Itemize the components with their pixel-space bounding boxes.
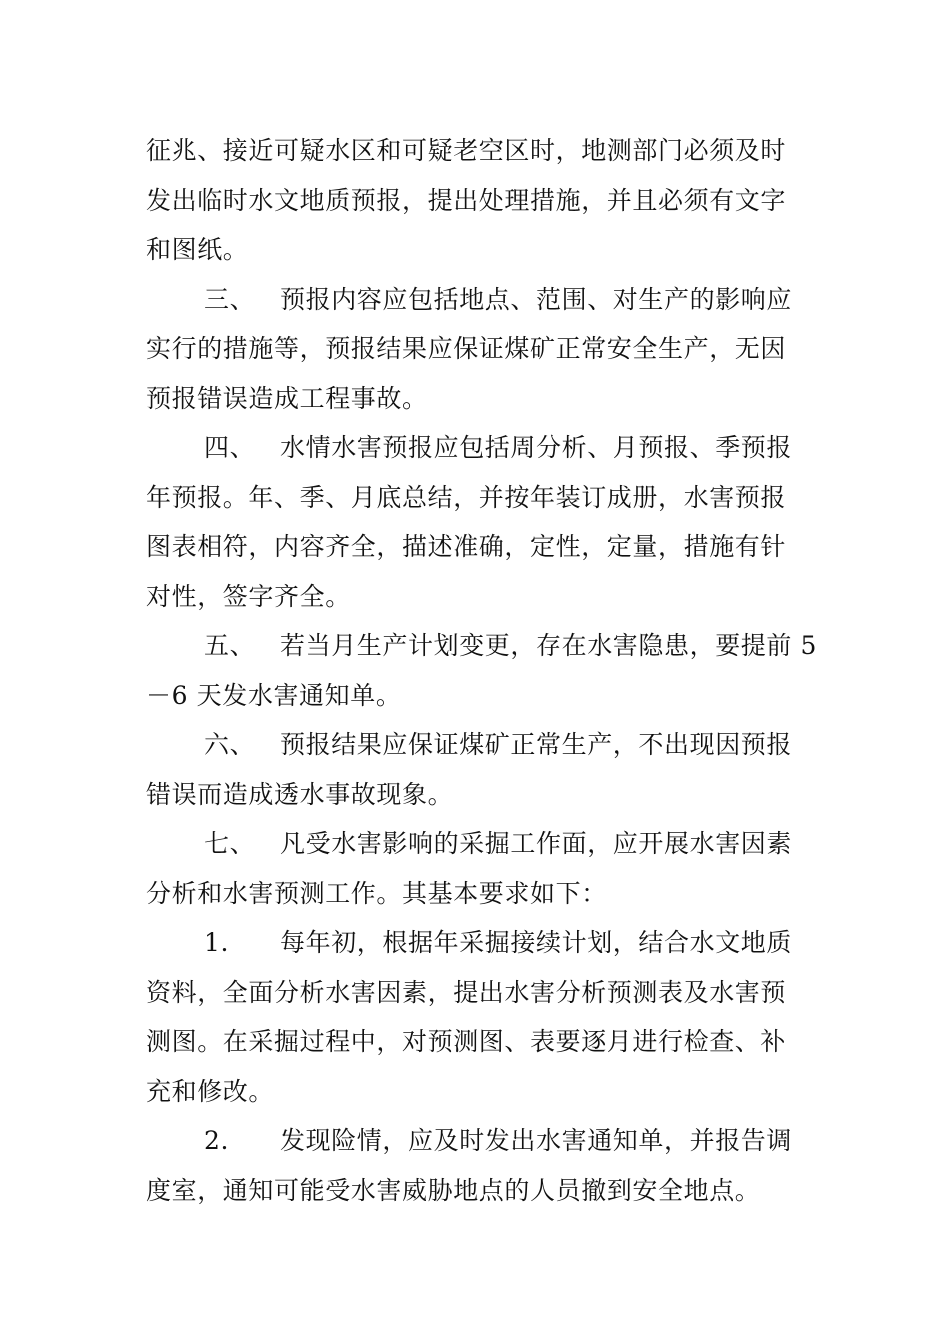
paragraph-first-line xyxy=(146,1116,811,1166)
item-5-paragraph xyxy=(146,621,818,720)
subitem-1-paragraph xyxy=(146,918,811,1116)
paragraph-line-text: 凡受水害影响的采掘工作面，应开展水害因素 xyxy=(280,829,793,858)
paragraph-line: 年预报。年、季、月底总结，并按年装订成册，水害预报 xyxy=(146,482,787,512)
item-3-paragraph xyxy=(146,275,811,424)
paragraph-line-text: 若当月生产计划变更，存在水害隐患，要提前 5 xyxy=(280,631,818,660)
item-number: 1. xyxy=(204,928,230,957)
document-body xyxy=(146,126,818,1215)
paragraph-line: 发出临时水文地质预报，提出处理措施，并且必须有文字 xyxy=(146,185,787,215)
paragraph-first-line xyxy=(146,720,811,770)
paragraph-line-text: 预报内容应包括地点、范围、对生产的影响应 xyxy=(280,284,793,314)
paragraph-line: 分析和水害预测工作。其基本要求如下： xyxy=(146,878,607,908)
item-4-paragraph xyxy=(146,423,811,621)
paragraph-line-text: 水情水害预报应包括周分析、月预报、季预报 xyxy=(280,433,793,462)
paragraph-line: 充和修改。 xyxy=(146,1076,275,1106)
paragraph-line: 错误而造成透水事故现象。 xyxy=(146,779,454,809)
paragraph-first-line xyxy=(146,819,811,869)
paragraph-line: 对性，签字齐全。 xyxy=(146,581,351,611)
item-number: 四、 xyxy=(204,433,256,462)
paragraph-line-text: 每年初，根据年采掘接续计划，结合水文地质 xyxy=(280,928,793,957)
item-number: 六、 xyxy=(204,730,256,759)
paragraph-first-line xyxy=(146,918,811,968)
paragraph-line: 预报错误造成工程事故。 xyxy=(146,383,428,413)
subitem-2-paragraph xyxy=(146,1116,811,1215)
paragraph-line-text: 发现险情，应及时发出水害通知单，并报告调 xyxy=(280,1126,793,1155)
paragraph-line: 图表相符，内容齐全，描述准确，定性，定量，措施有针 xyxy=(146,532,787,561)
item-number: 三、 xyxy=(204,284,256,314)
paragraph-first-line xyxy=(146,275,811,325)
item-6-paragraph xyxy=(146,720,811,819)
paragraph-line-text: 预报结果应保证煤矿正常生产，不出现因预报 xyxy=(280,730,793,759)
paragraph-line: 度室，通知可能受水害威胁地点的人员撤到安全地点。 xyxy=(146,1175,761,1205)
paragraph-line: 资料，全面分析水害因素，提出水害分析预测表及水害预 xyxy=(146,977,787,1007)
paragraph-line: 实行的措施等，预报结果应保证煤矿正常安全生产，无因 xyxy=(146,334,787,363)
item-number: 七、 xyxy=(204,829,256,858)
paragraph-first-line xyxy=(146,423,811,473)
paragraph-line: 测图。在采掘过程中，对预测图、表要逐月进行检查、补 xyxy=(146,1027,787,1056)
paragraph-line: 征兆、接近可疑水区和可疑老空区时，地测部门必须及时 xyxy=(146,136,787,165)
paragraph-line: 和图纸。 xyxy=(146,235,249,264)
item-number: 五、 xyxy=(204,631,256,660)
item-7-paragraph xyxy=(146,819,811,918)
continuation-paragraph xyxy=(146,126,811,275)
paragraph-first-line xyxy=(146,621,818,671)
paragraph-line: －6 天发水害通知单。 xyxy=(146,680,402,710)
item-number: 2. xyxy=(204,1126,230,1155)
